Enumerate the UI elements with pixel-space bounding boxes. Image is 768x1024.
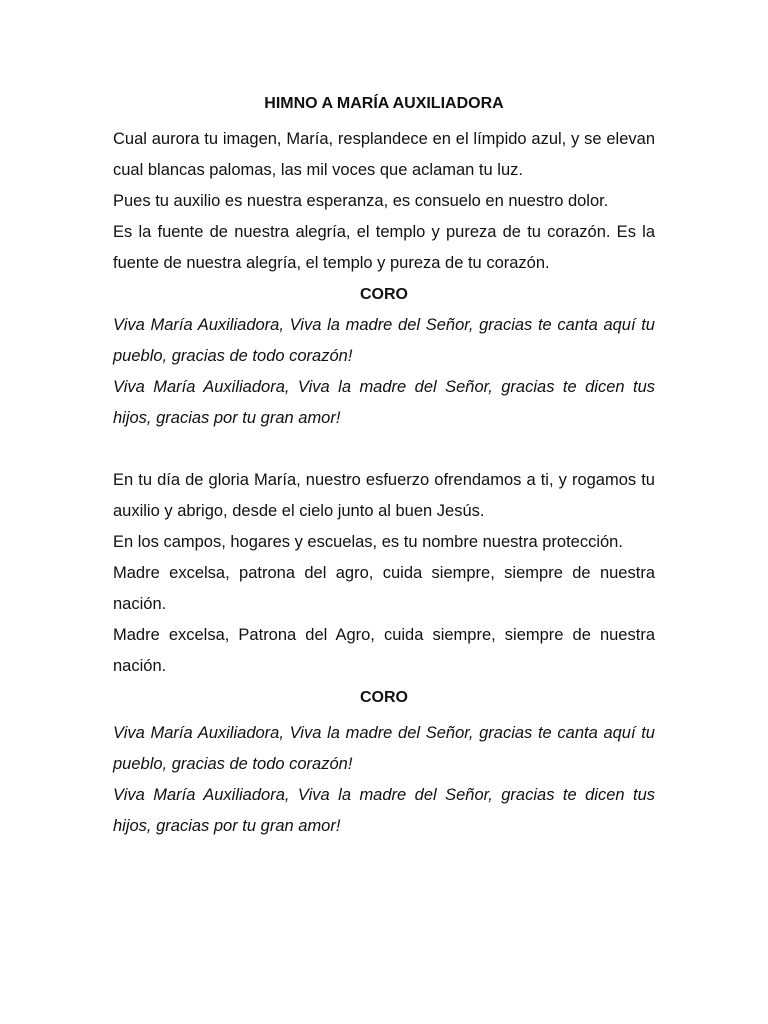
stanza2-paragraph-3: Madre excelsa, patrona del agro, cuida siempre, siempre de nuestra nación. bbox=[113, 564, 655, 613]
stanza1-paragraph-2: Pues tu auxilio es nuestra esperanza, es consuelo en nuestro dolor. bbox=[113, 192, 609, 210]
blank-line bbox=[113, 434, 655, 465]
chorus2-line-2: Viva María Auxiliadora, Viva la madre del Señor, gracias te dicen tus hijos, gracias por tu gran amor! bbox=[113, 786, 655, 835]
document-title: HIMNO A MARÍA AUXILIADORA bbox=[264, 95, 504, 112]
chorus1-line-2: Viva María Auxiliadora, Viva la madre del Señor, gracias te dicen tus hijos, gracias por tu gran amor! bbox=[113, 378, 655, 427]
stanza2-paragraph-2: En los campos, hogares y escuelas, es tu nombre nuestra protección. bbox=[113, 533, 623, 551]
chorus2-heading: CORO bbox=[360, 689, 408, 706]
stanza2-paragraph-1: En tu día de gloria María, nuestro esfuerzo ofrendamos a ti, y rogamos tu auxilio y abrigo, desde el cielo junto al buen Jesús. bbox=[113, 471, 655, 520]
stanza1-paragraph-1: Cual aurora tu imagen, María, resplandece en el límpido azul, y se elevan cual blancas palomas, las mil voces que aclaman tu luz. bbox=[113, 130, 655, 179]
chorus1-line-1: Viva María Auxiliadora, Viva la madre del Señor, gracias te canta aquí tu pueblo, gracias de todo corazón! bbox=[113, 316, 655, 365]
chorus1-heading: CORO bbox=[360, 286, 408, 303]
document-body bbox=[113, 92, 655, 842]
stanza1-paragraph-3: Es la fuente de nuestra alegría, el templo y pureza de tu corazón. Es la fuente de nuestra alegría, el templo y pureza de tu corazón. bbox=[113, 223, 655, 272]
stanza2-paragraph-4: Madre excelsa, Patrona del Agro, cuida siempre, siempre de nuestra nación. bbox=[113, 626, 655, 675]
chorus2-line-1: Viva María Auxiliadora, Viva la madre del Señor, gracias te canta aquí tu pueblo, gracias de todo corazón! bbox=[113, 724, 655, 773]
